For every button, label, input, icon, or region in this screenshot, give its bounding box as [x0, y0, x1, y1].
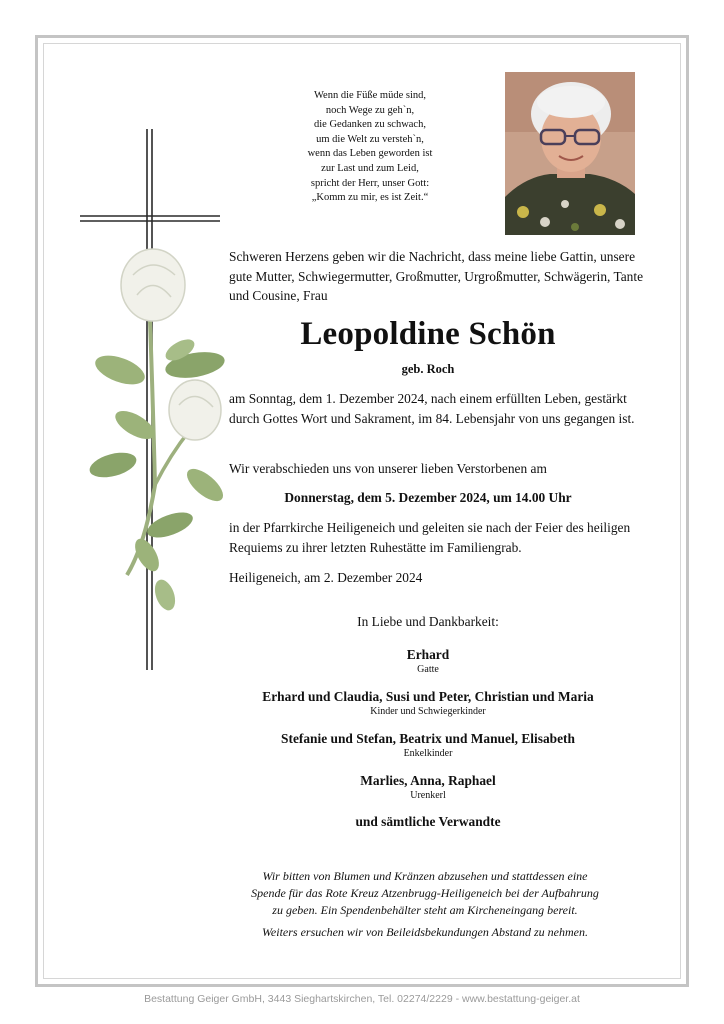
mourner-group	[229, 730, 627, 760]
cross-with-rose	[75, 125, 245, 675]
donation-note-line: Wir bitten von Blumen und Kränzen abzusehen und stattdessen eine	[262, 869, 588, 883]
mourner-names: Erhard	[406, 647, 450, 662]
poem-line: wenn das Leben geworden ist	[307, 148, 433, 160]
poem-line: um die Welt zu versteh`n,	[316, 133, 424, 145]
place-and-date: Heiligeneich, am 2. Dezember 2024	[229, 570, 423, 585]
mourner-names: Erhard und Claudia, Susi und Peter, Christian und Maria	[262, 689, 594, 704]
death-announcement: am Sonntag, dem 1. Dezember 2024, nach einem erfüllten Leben, gestärkt durch Gottes Wort und Sakrament, im 84. Lebensjahr von uns gegangen ist.	[229, 391, 635, 426]
mourner-group	[229, 772, 627, 802]
donation-note-line: zu geben. Ein Spendenbehälter steht am Kircheneingang bereit.	[272, 903, 578, 917]
birth-name: geb. Roch	[401, 362, 455, 376]
poem-line: „Komm zu mir, es ist Zeit.“	[311, 192, 429, 204]
poem-line: spricht der Herr, unser Gott:	[310, 177, 430, 189]
mourner-role: Gatte	[417, 664, 439, 675]
mourners-list	[229, 614, 627, 830]
donation-note-line: Spende für das Rote Kreuz Atzenbrugg-Heiligeneich bei der Aufbahrung	[251, 886, 599, 900]
condolence-note: Weiters ersuchen wir von Beileidsbekundungen Abstand zu nehmen.	[262, 925, 588, 939]
poem	[270, 89, 470, 206]
poem-line: noch Wege zu geh`n,	[325, 104, 415, 116]
ceremony-text: in der Pfarrkirche Heiligeneich und geleiten sie nach der Feier des heiligen Requiems zu ihrer letzten Ruhestätte im Familiengrab.	[229, 520, 631, 555]
donation-note	[205, 868, 645, 919]
mourner-role: Urenkerl	[410, 790, 446, 801]
funeral-date: Donnerstag, dem 5. Dezember 2024, um 14.00 Uhr	[284, 490, 572, 505]
intro-text: Schweren Herzens geben wir die Nachricht, dass meine liebe Gattin, unsere gute Mutter, Schwiegermutter, Großmutter, Urgroßmutter, Schwägerin, Tante und Cousine, Frau	[229, 249, 644, 303]
mourner-group	[229, 646, 627, 676]
other-relatives: und sämtliche Verwandte	[355, 814, 501, 829]
funeral-home-footer: Bestattung Geiger GmbH, 3443 Sieghartskirchen, Tel. 02274/2229 - www.bestattung-geiger.at	[144, 993, 580, 1005]
farewell-text: Wir verabschieden uns von unserer lieben Verstorbenen am	[229, 461, 547, 476]
poem-line: die Gedanken zu schwach,	[314, 119, 426, 131]
mourner-role: Enkelkinder	[403, 748, 453, 759]
portrait-photo	[505, 72, 635, 235]
mourner-group	[229, 688, 627, 718]
mourner-names: Stefanie und Stefan, Beatrix und Manuel, Elisabeth	[281, 731, 575, 746]
mourners-heading: In Liebe und Dankbarkeit:	[357, 614, 499, 629]
poem-line: Wenn die Füße müde sind,	[313, 90, 426, 101]
mourner-names: Marlies, Anna, Raphael	[360, 773, 496, 788]
poem-line: zur Last und zum Leid,	[321, 162, 419, 174]
deceased-name: Leopoldine Schön	[300, 316, 556, 352]
mourner-role: Kinder und Schwiegerkinder	[370, 706, 486, 717]
